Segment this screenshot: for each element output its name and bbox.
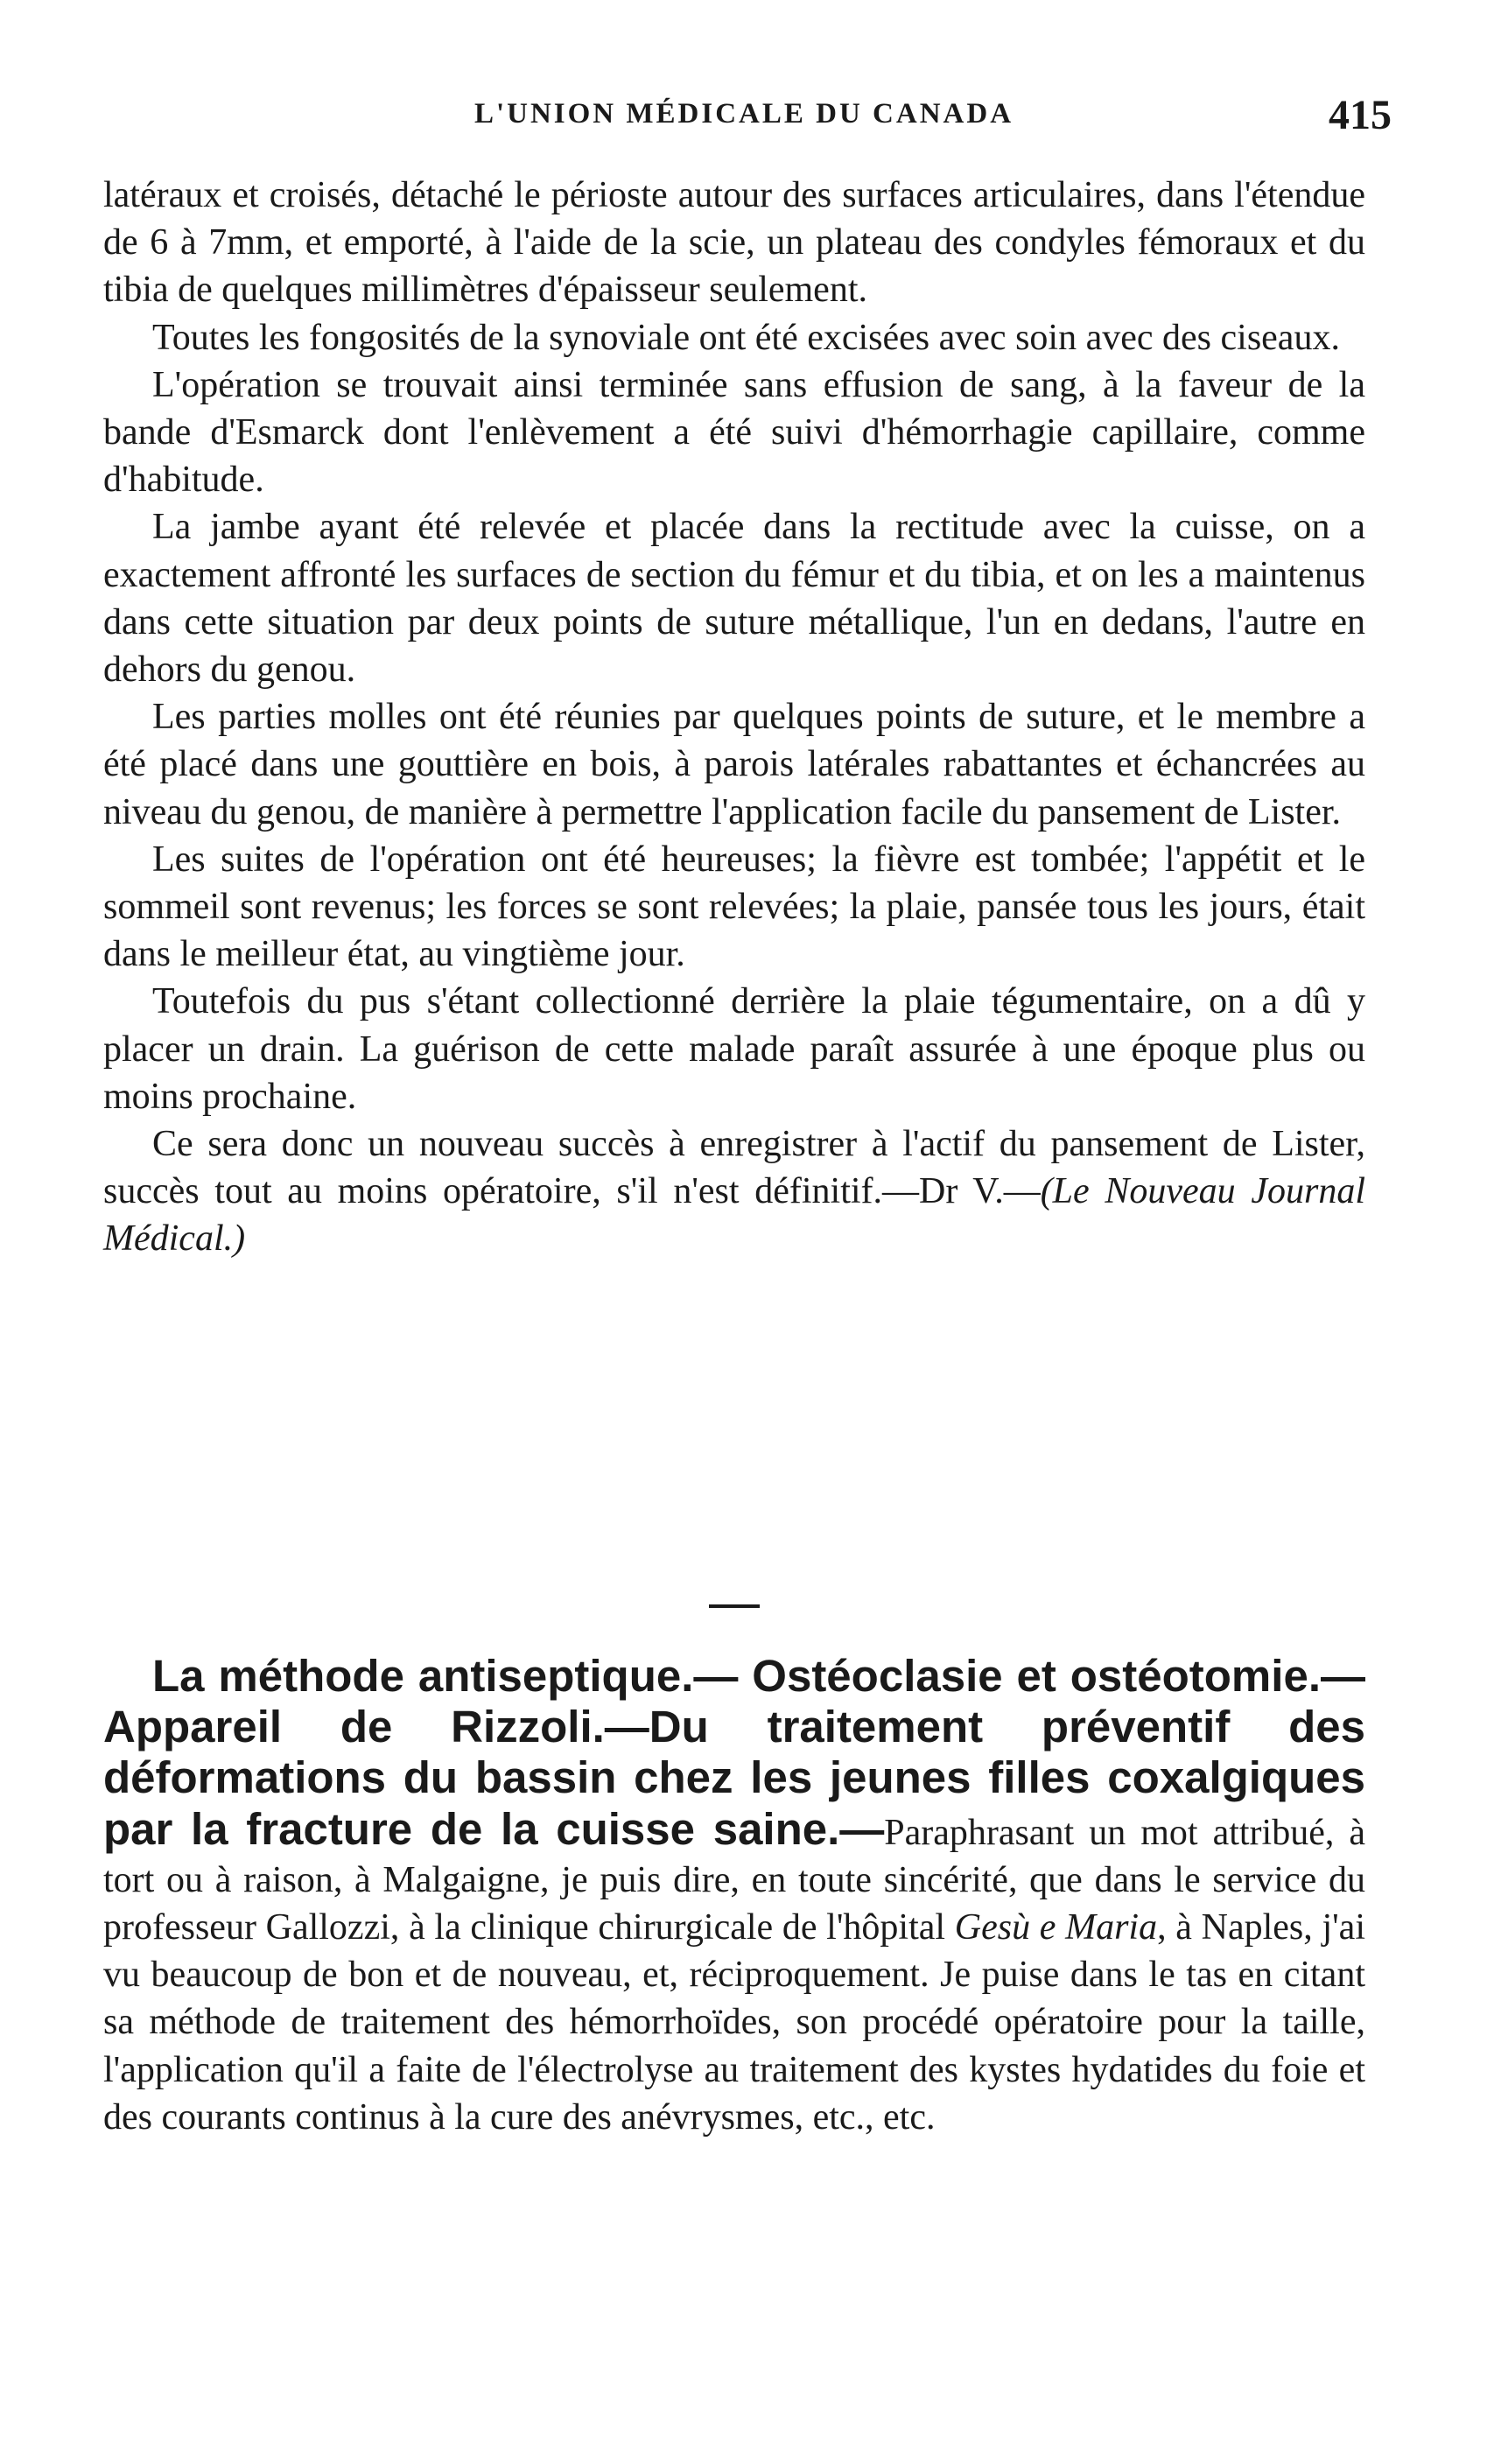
article-title: La méthode antiseptique.— Ostéoclasie et ostéotomie.—Appareil de Rizzoli.—Du traitement préventif des déformations du bassin chez les jeunes filles coxalgiques par la fracture de la cuisse saine.—: [103, 1651, 1365, 1854]
paragraph-6: Les suites de l'opération ont été heureuses; la fièvre est tombée; l'appétit et le sommeil sont revenus; les forces se sont relevées; la plaie, pansée tous les jours, était dans le meilleur état, au vingtième jour.: [103, 839, 1365, 975]
paragraph-8: [103, 1120, 1365, 1263]
article: [103, 1653, 1365, 2141]
body-text: [103, 172, 1365, 1263]
paragraph-3: L'opération se trouvait ainsi terminée sans effusion de sang, à la faveur de la bande d'Esmarck dont l'enlèvement a été suivi d'hémorrhagie capillaire, comme d'habitude.: [103, 364, 1365, 501]
running-head: [96, 91, 1392, 144]
article-text-a: Paraphrasant un mot attribué, à tort ou à raison, à Malgaigne, je puis dire, en toute sincérité, que dans le service du professeur Gallozzi, à la clinique chirurgicale de l'hôpital: [103, 1812, 1366, 1948]
page-number: 415: [1329, 92, 1392, 138]
paragraph-5: Les parties molles ont été réunies par quelques points de suture, et le membre a été placé dans une gouttière en bois, à parois latérales rabattantes et échancrées au niveau du genou, de manière à permettre l'application facile du pansement de Lister.: [103, 697, 1365, 832]
paragraph-2: Toutes les fongosités de la synoviale ont été excisées avec soin avec des ciseaux.: [152, 317, 1340, 358]
section-divider: [709, 1604, 760, 1608]
source-citation: (Le Nouveau Journal Médical.): [103, 1171, 1365, 1260]
running-title: L'UNION MÉDICALE DU CANADA: [473, 98, 1014, 130]
paragraph-1: latéraux et croisés, détaché le périoste autour des surfaces articulaires, dans l'étendue de 6 à 7mm, et emporté, à l'aide de la scie, un plateau des condyles fémoraux et du tibia de quelques millimètres d'épaisseur seulement.: [103, 175, 1365, 311]
article-text-b: , à Naples, j'ai vu beaucoup de bon et de nouveau, et, réciproquement. Je puise dans le tas en citant sa méthode de traitement des hémorrhoïdes, son procédé opératoire pour la taille, l'application qu'il a faite de l'électrolyse au traitement des kystes hydatides du foie et des courants continus à la cure des anévrysmes, etc., etc.: [103, 1907, 1365, 2138]
paragraph-7: Toutefois du pus s'étant collectionné derrière la plaie tégumentaire, on a dû y placer un drain. La guérison de cette malade paraît assurée à une époque plus ou moins prochaine.: [103, 981, 1365, 1117]
hospital-name: Gesù e Maria: [954, 1907, 1158, 1948]
paragraph-8-text: Ce sera donc un nouveau succès à enregistrer à l'actif du pansement de Lister, succès tout au moins opératoire, s'il n'est définitif.—Dr V.—: [103, 1124, 1365, 1212]
paragraph-4: La jambe ayant été relevée et placée dans la rectitude avec la cuisse, on a exactement affronté les surfaces de section du fémur et du tibia, et on les a maintenus dans cette situation par deux points de suture métallique, l'un en dedans, l'autre en dehors du genou.: [103, 507, 1365, 691]
